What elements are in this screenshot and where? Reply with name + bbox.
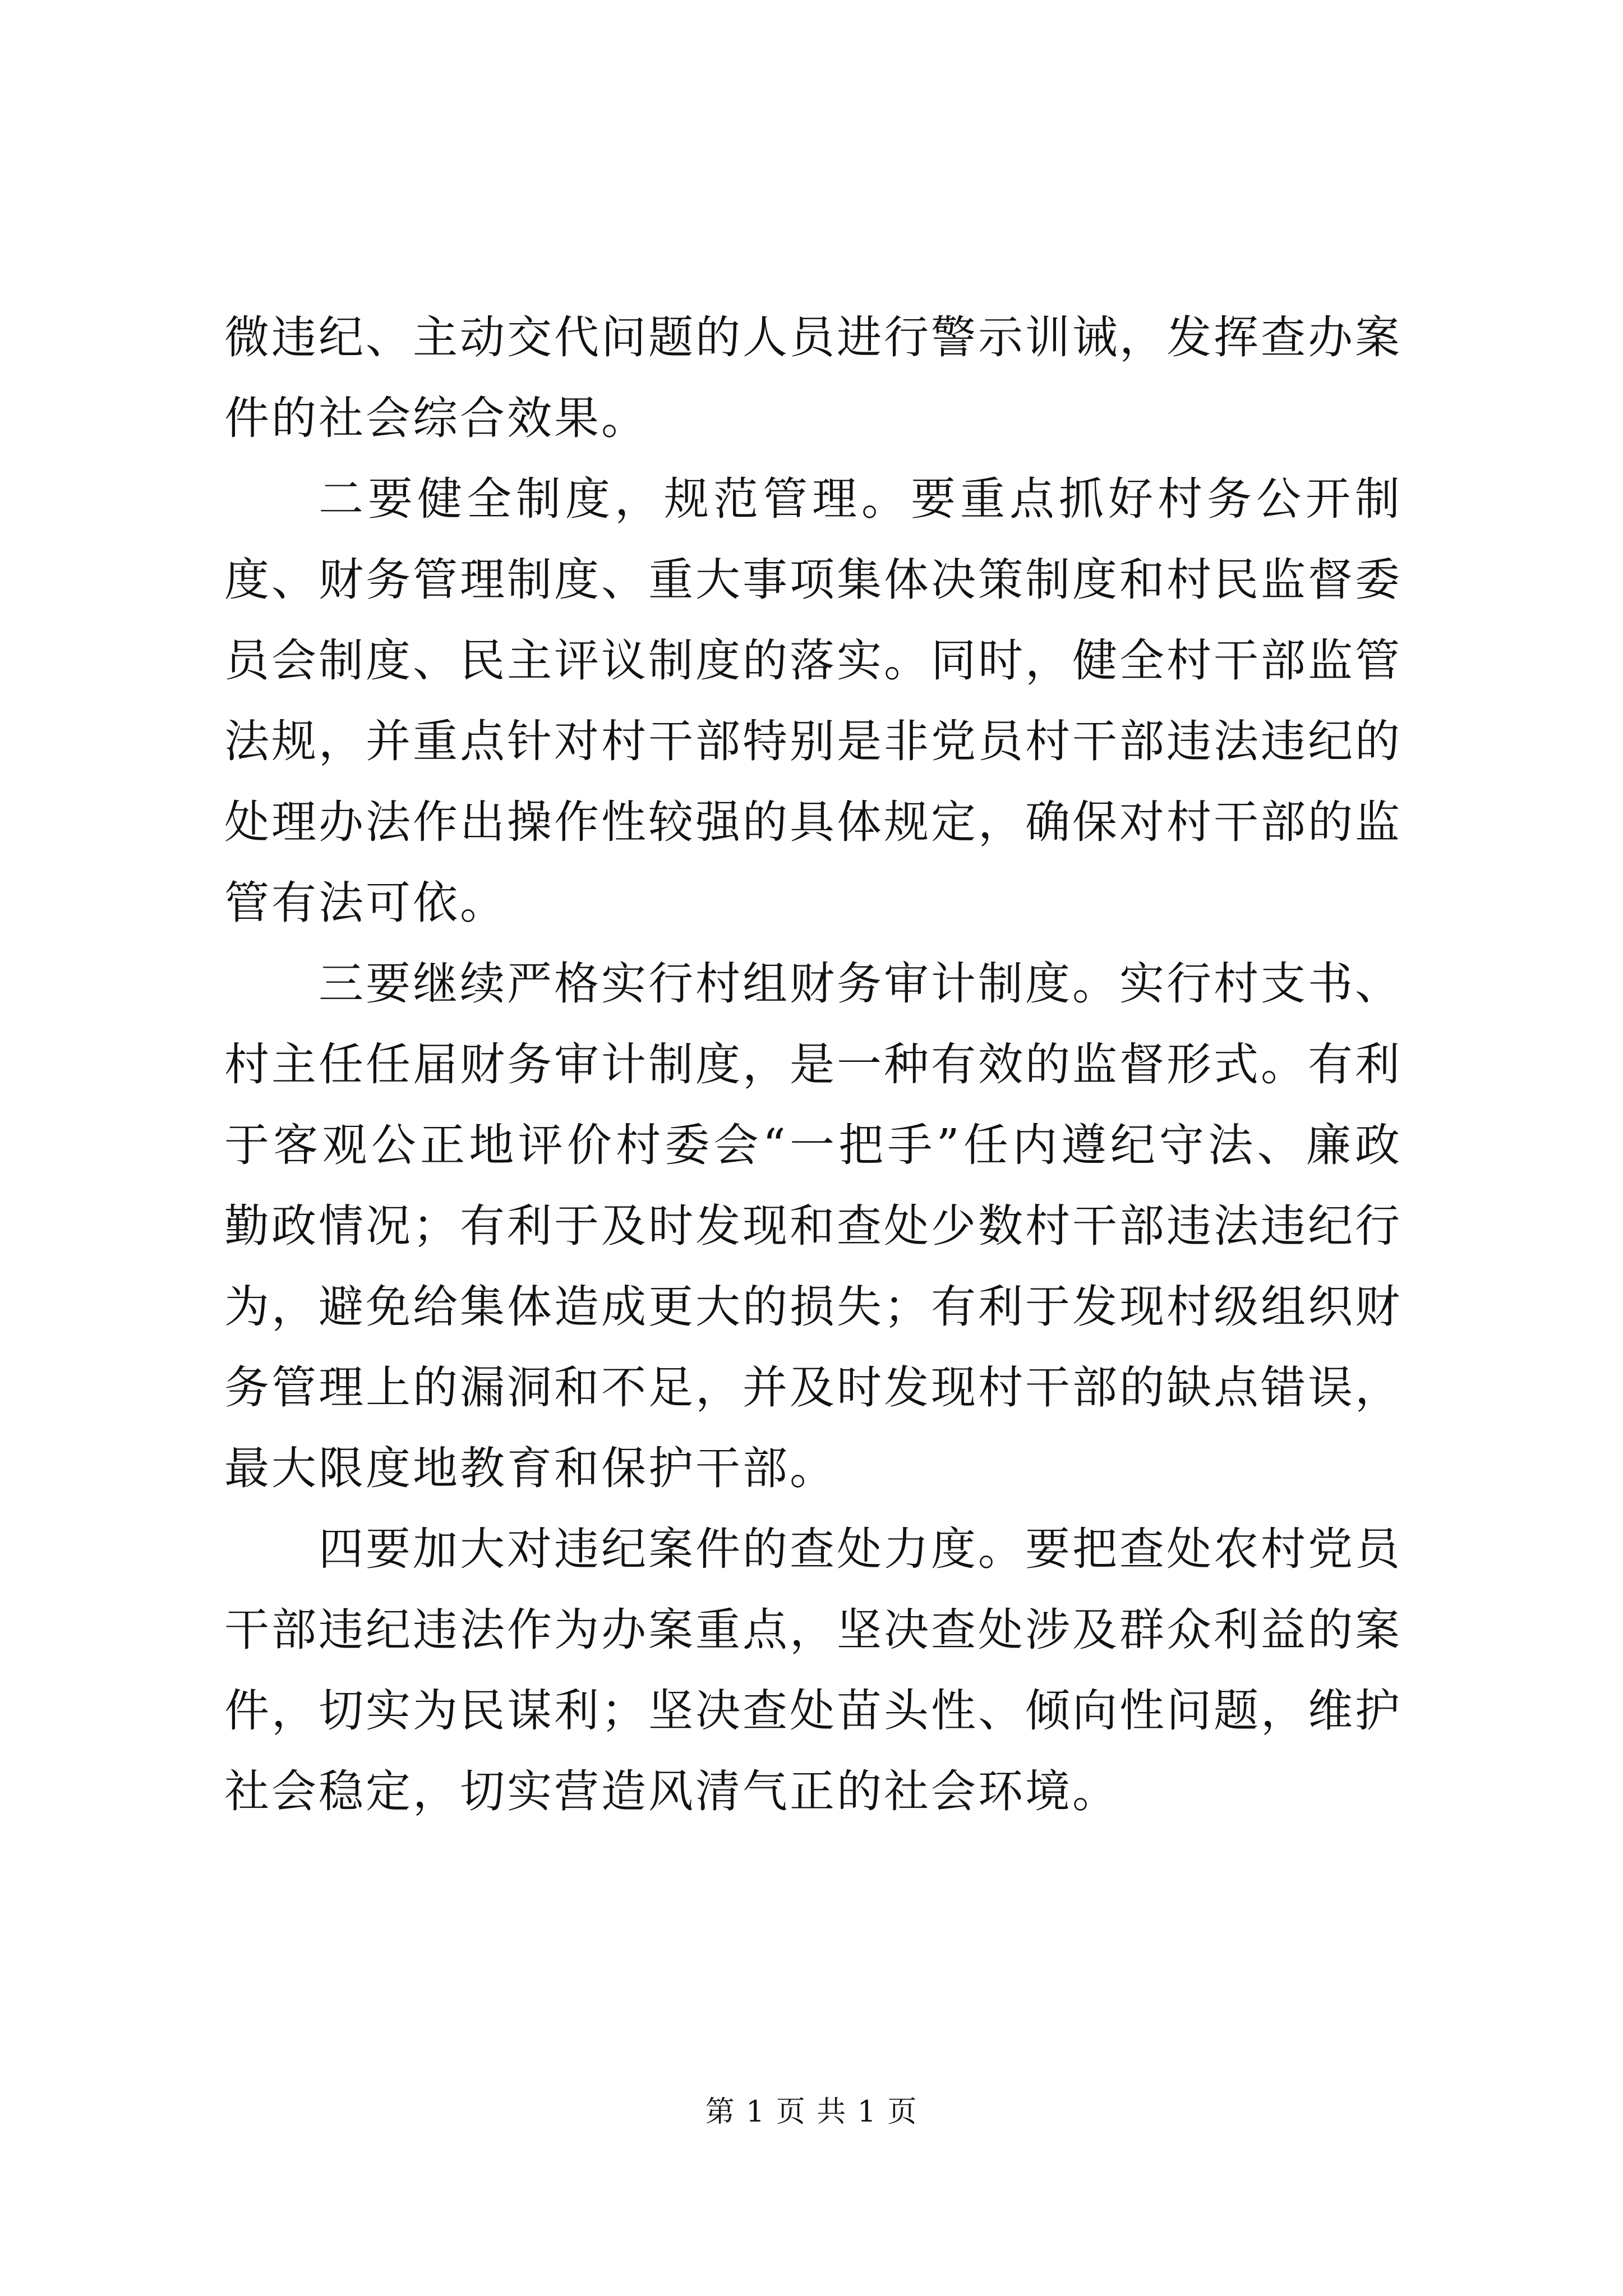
page-number-footer: 第 1 页 共 1 页: [705, 2095, 918, 2129]
paragraph-system-rules: 二要健全制度，规范管理。要重点抓好村务公开制度、财务管理制度、重大事项集体决策制度和村民监督委员会制度、民主评议制度的落实。同时，健全村干部监管法规，并重点针对村干部特别是非党员村干部违法违纪的处理办法作出操作性较强的具体规定，确保对村干部的监管有法可依。: [224, 473, 1402, 929]
paragraph-financial-audit: 三要继续严格实行村组财务审计制度。实行村支书、村主任任届财务审计制度，是一种有效的监督形式。有利于客观公正地评价村委会“一把手”任内遵纪守法、廉政勤政情况；有利于及时发现和查处少数村干部违法违纪行为，避免给集体造成更大的损失；有利于发现村级组织财务管理上的漏洞和不足，并及时发现村干部的缺点错误，最大限度地教育和保护干部。: [224, 958, 1402, 1494]
paragraph-case-investigation: 四要加大对违纪案件的查处力度。要把查处农村党员干部违纪违法作为办案重点，坚决查处涉及群众利益的案件，切实为民谋利；坚决查处苗头性、倾向性问题，维护社会稳定，切实营造风清气正的社会环境。: [224, 1523, 1402, 1818]
paragraph-continuation: 微违纪、主动交代问题的人员进行警示训诫，发挥查办案件的社会综合效果。: [224, 311, 1402, 444]
document-body: [224, 297, 1402, 1832]
